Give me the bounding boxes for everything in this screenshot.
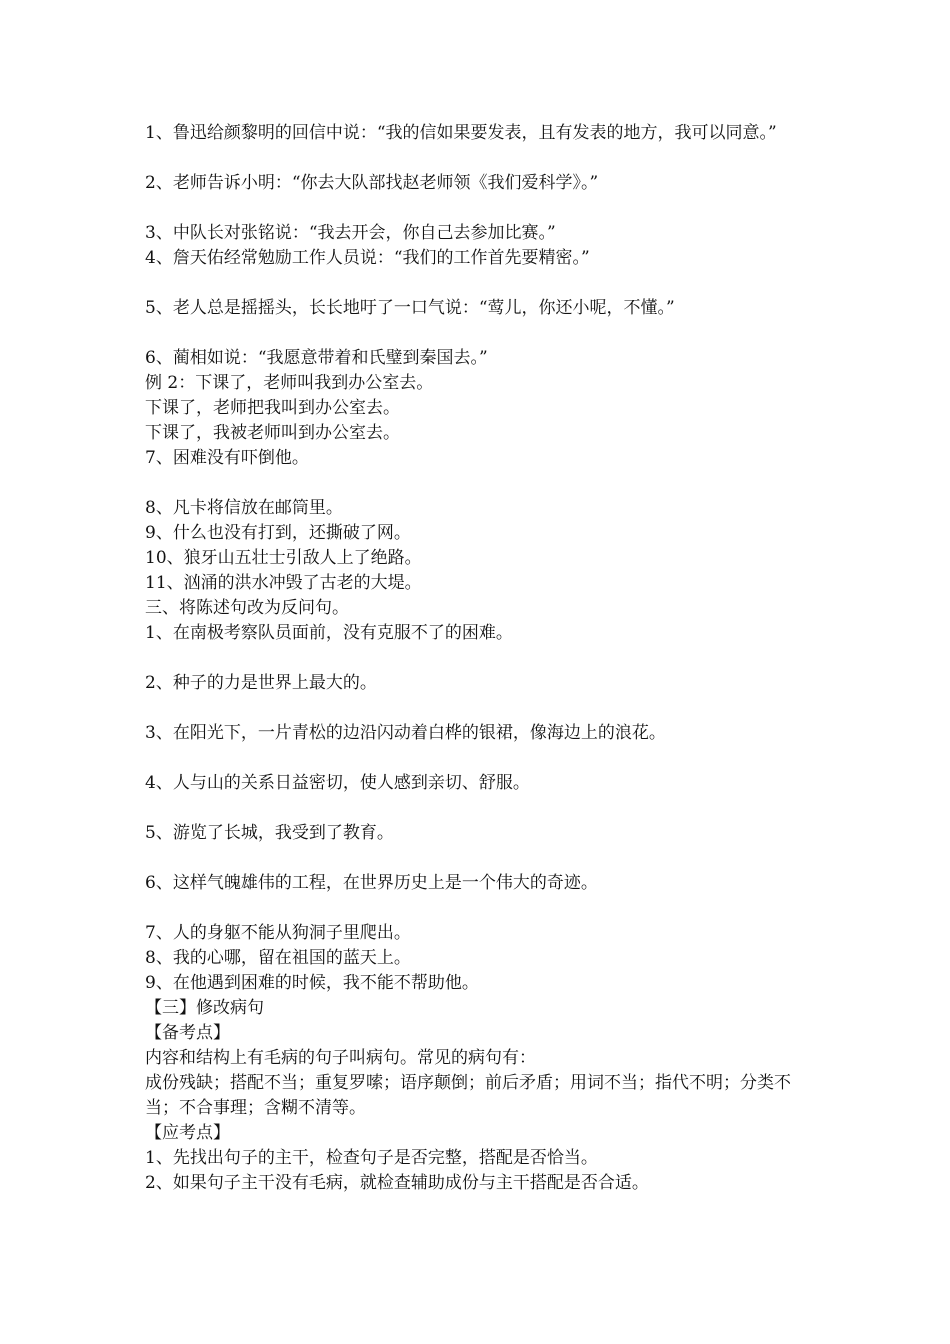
text-line: 6、蔺相如说：“我愿意带着和氏璧到秦国去。” — [145, 348, 488, 368]
text-line: 10、狼牙山五壮士引敌人上了绝路。 — [145, 548, 422, 568]
text-line: 成份残缺；搭配不当；重复罗嗦；语序颠倒；前后矛盾；用词不当；指代不明；分类不当；不合事理；含糊不清等。 — [145, 1073, 791, 1118]
text-line: 8、凡卡将信放在邮筒里。 — [145, 498, 343, 518]
text-line: 2、如果句子主干没有毛病，就检查辅助成份与主干搭配是否合适。 — [145, 1173, 649, 1193]
text-line: 4、人与山的关系日益密切，使人感到亲切、舒服。 — [145, 773, 530, 793]
text-line: 11、汹涌的洪水冲毁了古老的大堤。 — [145, 573, 422, 593]
blank-line — [145, 471, 815, 496]
text-line: 8、我的心哪，留在祖国的蓝天上。 — [145, 948, 411, 968]
subsection-heading: 【备考点】 — [145, 1023, 230, 1043]
blank-line — [145, 321, 815, 346]
text-line: 2、老师告诉小明：“你去大队部找赵老师领《我们爱科学》。” — [145, 173, 599, 193]
blank-line — [145, 896, 815, 921]
text-line: 6、这样气魄雄伟的工程，在世界历史上是一个伟大的奇迹。 — [145, 873, 598, 893]
blank-line — [145, 746, 815, 771]
text-line: 1、在南极考察队员面前，没有克服不了的困难。 — [145, 623, 513, 643]
text-line: 7、人的身躯不能从狗洞子里爬出。 — [145, 923, 411, 943]
blank-line — [145, 196, 815, 221]
blank-line — [145, 146, 815, 171]
section-heading: 【三】修改病句 — [145, 998, 264, 1018]
blank-line — [145, 646, 815, 671]
text-line: 1、鲁迅给颜黎明的回信中说：“我的信如果要发表，且有发表的地方，我可以同意。” — [145, 123, 777, 143]
text-line: 3、在阳光下，一片青松的边沿闪动着白桦的银裙，像海边上的浪花。 — [145, 723, 666, 743]
text-line: 2、种子的力是世界上最大的。 — [145, 673, 377, 693]
section-heading: 三、将陈述句改为反问句。 — [145, 598, 349, 618]
text-line: 7、困难没有吓倒他。 — [145, 448, 309, 468]
text-line: 1、先找出句子的主干，检查句子是否完整，搭配是否恰当。 — [145, 1148, 598, 1168]
text-line: 下课了，我被老师叫到办公室去。 — [145, 423, 400, 443]
text-line: 内容和结构上有毛病的句子叫病句。常见的病句有： — [145, 1048, 536, 1068]
blank-line — [145, 696, 815, 721]
document-body — [145, 121, 815, 1196]
blank-line — [145, 796, 815, 821]
text-line: 9、在他遇到困难的时候，我不能不帮助他。 — [145, 973, 479, 993]
text-line: 5、游览了长城，我受到了教育。 — [145, 823, 394, 843]
text-line: 下课了，老师把我叫到办公室去。 — [145, 398, 400, 418]
blank-line — [145, 846, 815, 871]
text-line: 例 2：下课了，老师叫我到办公室去。 — [145, 373, 434, 393]
subsection-heading: 【应考点】 — [145, 1123, 230, 1143]
blank-line — [145, 271, 815, 296]
text-line: 4、詹天佑经常勉励工作人员说：“我们的工作首先要精密。” — [145, 248, 590, 268]
text-line: 9、什么也没有打到，还撕破了网。 — [145, 523, 411, 543]
text-line: 3、中队长对张铭说：“我去开会，你自己去参加比赛。” — [145, 223, 556, 243]
text-line: 5、老人总是摇摇头，长长地吁了一口气说：“莺儿，你还小呢，不懂。” — [145, 298, 675, 318]
